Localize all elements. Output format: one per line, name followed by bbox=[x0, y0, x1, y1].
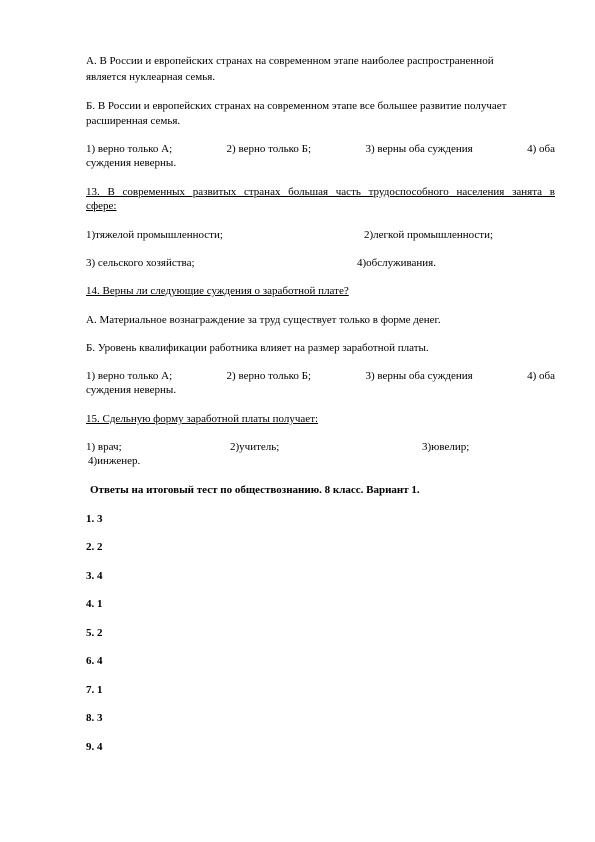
answer-item: 8. 3 bbox=[86, 712, 103, 724]
q12-option-4-cont: суждения неверны. bbox=[86, 157, 177, 169]
q15-option-1: 1) врач; bbox=[86, 441, 122, 453]
answer-item: 6. 4 bbox=[86, 655, 103, 667]
q14-option-1: 1) верно только А; bbox=[86, 370, 173, 382]
q14-option-4: 4) оба bbox=[527, 370, 555, 382]
answer-item: 5. 2 bbox=[86, 627, 103, 639]
q14-option-2: 2) верно только Б; bbox=[226, 370, 312, 382]
q13-option-3: 3) сельского хозяйства; bbox=[86, 257, 195, 269]
q12-option-4: 4) оба bbox=[527, 143, 555, 155]
q14-options bbox=[86, 370, 555, 383]
q13-option-2: 2)легкой промышленности; bbox=[364, 229, 494, 241]
q14-option-3: 3) верны оба суждения bbox=[365, 370, 473, 382]
answer-item: 3. 4 bbox=[86, 570, 103, 582]
q14-judgment-b: Б. Уровень квалификации работника влияет на размер заработной платы. bbox=[86, 342, 429, 354]
q12-judgment-b-line1: Б. В России и европейских странах на современном этапе все большее развитие получает bbox=[86, 100, 507, 112]
q13-question-line1 bbox=[86, 186, 555, 199]
answer-item: 7. 1 bbox=[86, 684, 103, 696]
q15-option-2: 2)учитель; bbox=[230, 441, 280, 453]
q15-question: 15. Сдельную форму заработной платы получает: bbox=[86, 413, 319, 425]
answer-item: 9. 4 bbox=[86, 741, 103, 753]
q14-option-4-cont: суждения неверны. bbox=[86, 384, 177, 396]
q12-judgment-b-line2: расширенная семья. bbox=[86, 115, 181, 127]
q14-question: 14. Верны ли следующие суждения о заработной плате? bbox=[86, 285, 349, 297]
q12-options bbox=[86, 143, 555, 156]
q13-option-4: 4)обслуживания. bbox=[357, 257, 436, 269]
q12-option-3: 3) верны оба суждения bbox=[365, 143, 473, 155]
answer-item: 4. 1 bbox=[86, 598, 103, 610]
q12-option-1: 1) верно только А; bbox=[86, 143, 173, 155]
q12-judgment-a-line2: является нуклеарная семья. bbox=[86, 71, 216, 83]
q14-judgment-a: А. Материальное вознаграждение за труд существует только в форме денег. bbox=[86, 314, 441, 326]
answer-item: 2. 2 bbox=[86, 541, 103, 553]
q13-question-line2: сфере: bbox=[86, 200, 117, 212]
q13-option-1: 1)тяжелой промышленности; bbox=[86, 229, 223, 241]
q12-option-2: 2) верно только Б; bbox=[226, 143, 312, 155]
q15-option-3: 3)ювелир; bbox=[422, 441, 470, 453]
answer-item: 1. 3 bbox=[86, 513, 103, 525]
q15-option-4: 4)инженер. bbox=[88, 455, 141, 467]
q13-question-text: 13. В современных развитых странах большая часть трудоспособного населения занята в bbox=[86, 186, 555, 198]
q12-judgment-a-line1: А. В России и европейских странах на современном этапе наиболее распространенной bbox=[86, 55, 494, 67]
answers-heading: Ответы на итоговый тест по обществознанию. 8 класс. Вариант 1. bbox=[90, 484, 420, 496]
